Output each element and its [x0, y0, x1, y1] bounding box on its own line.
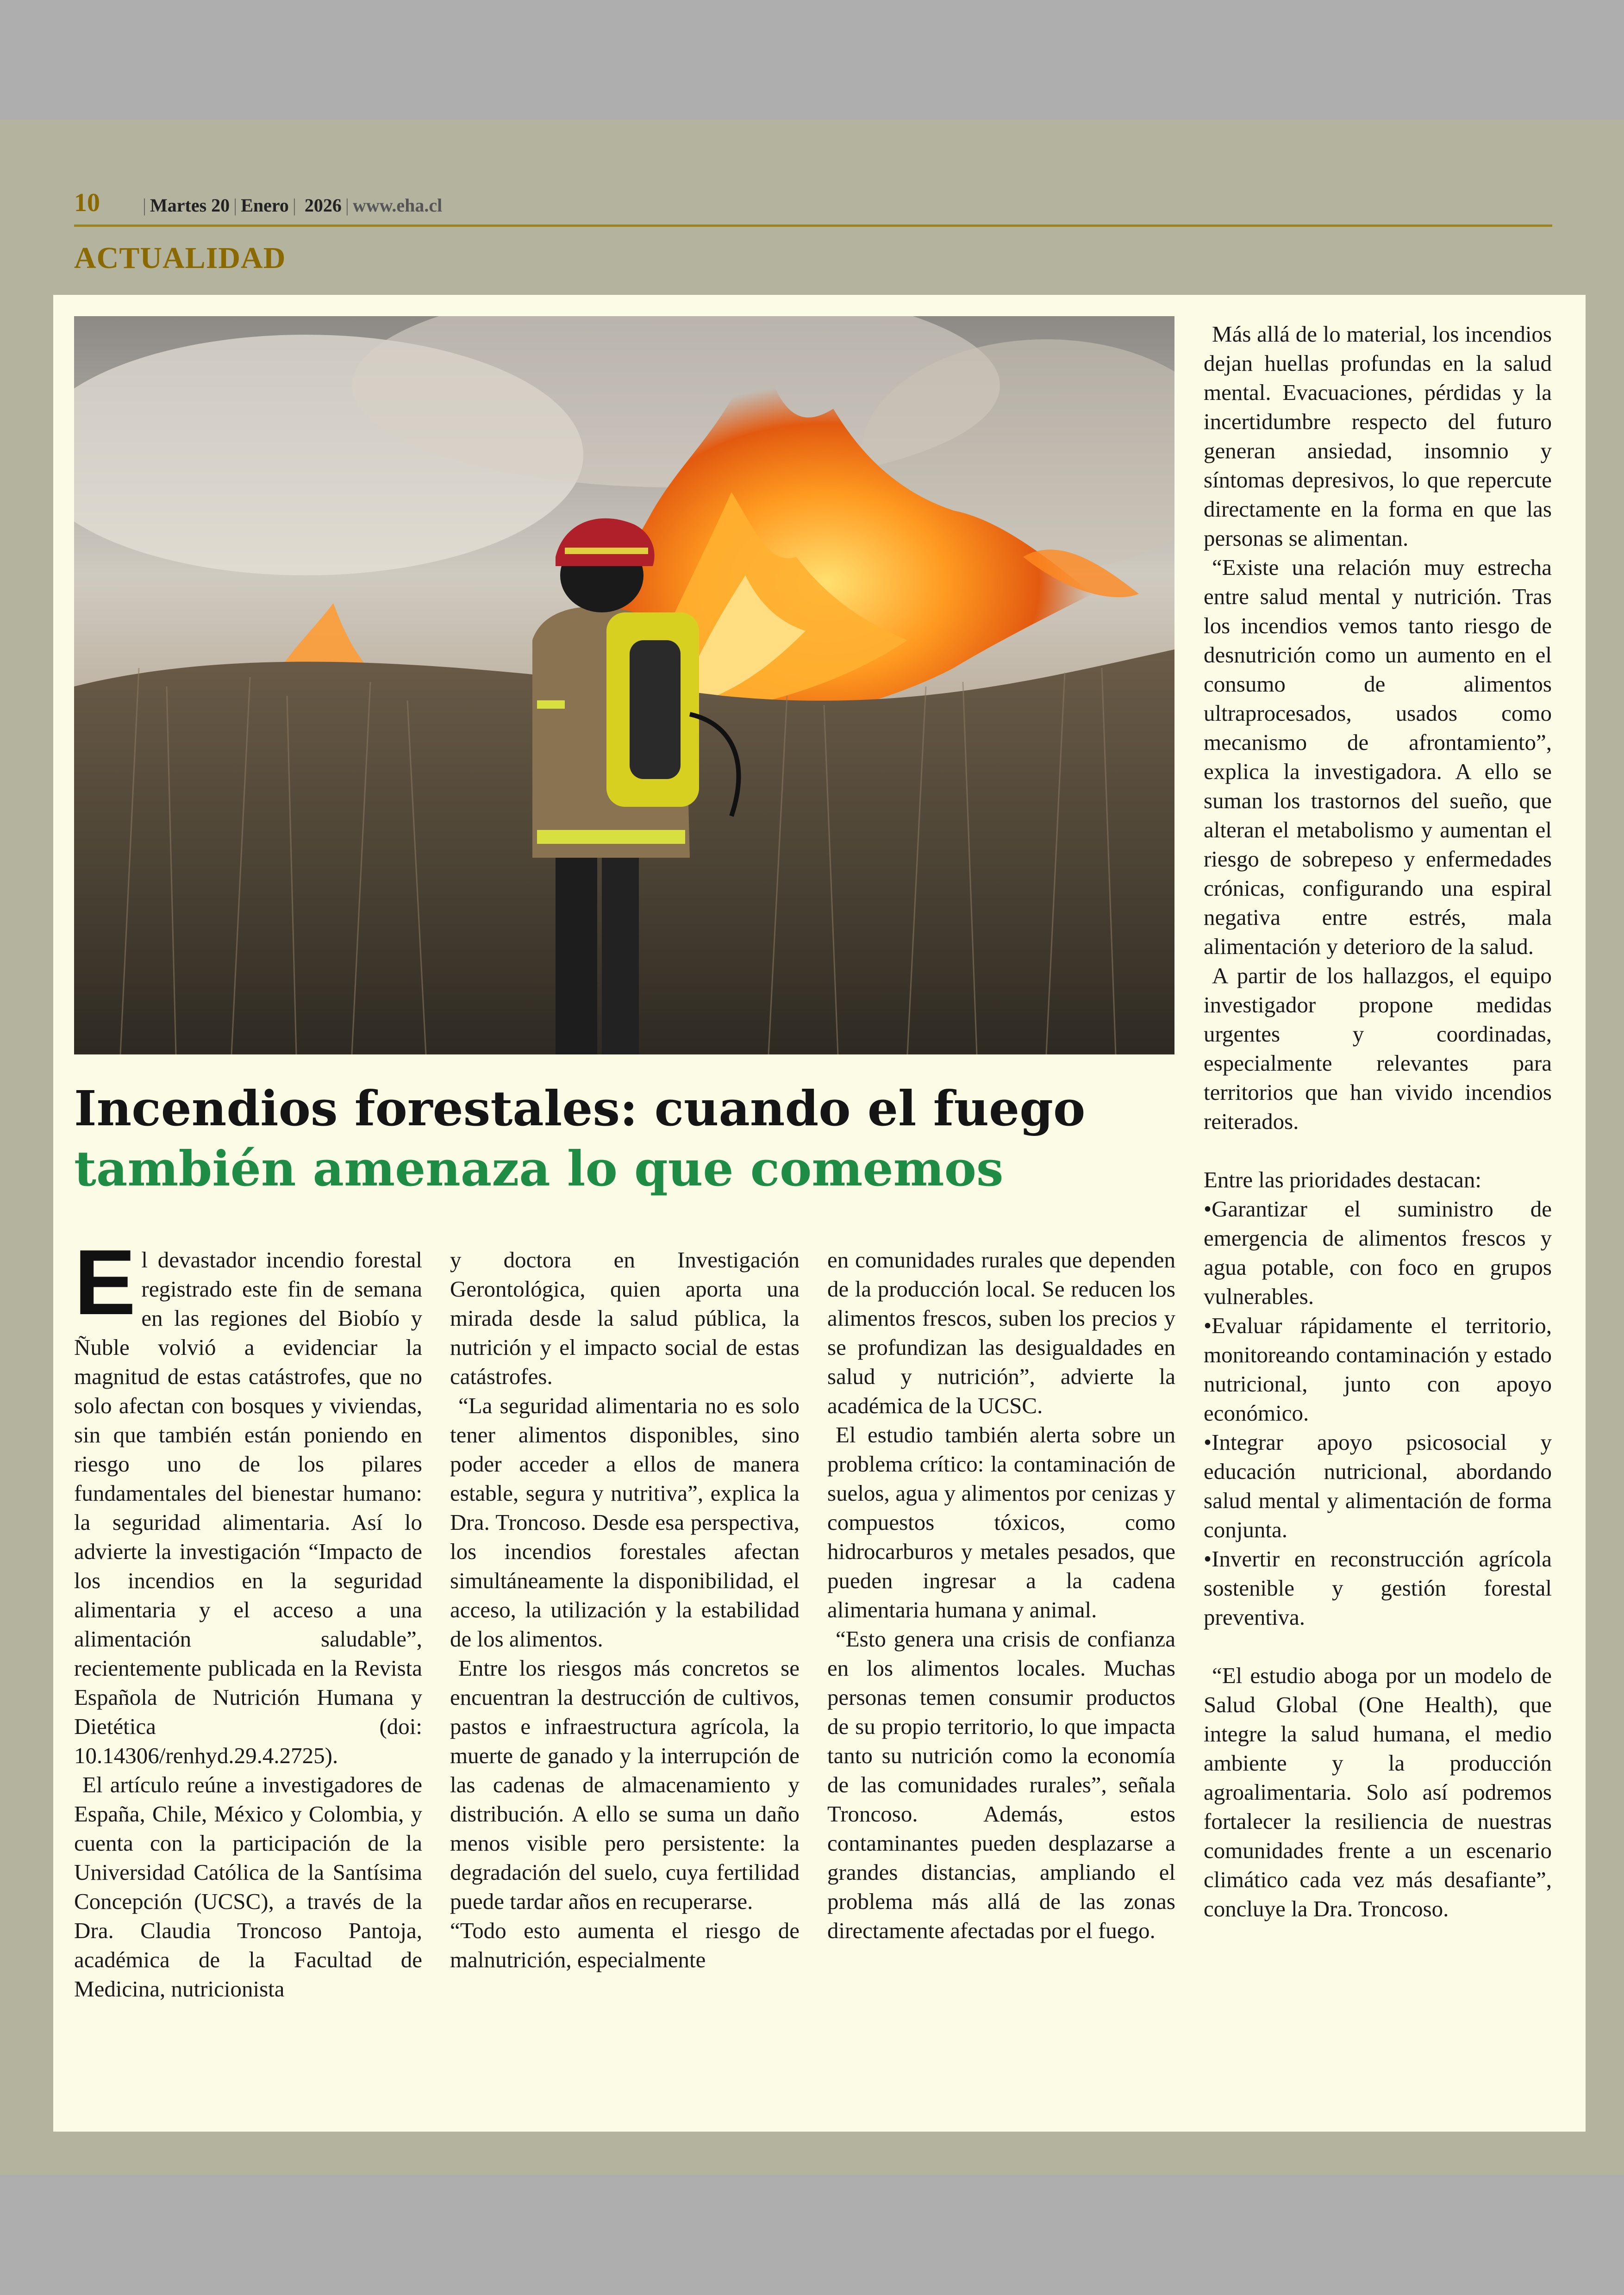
date-year: 2026: [304, 195, 342, 216]
article-column-1: [74, 1231, 422, 2003]
spacer: [1204, 1136, 1552, 1165]
article-column-2: [450, 1245, 800, 1974]
priorities-intro: Entre las prioridades destacan:: [1204, 1167, 1482, 1192]
closing-paragraph: “El estudio aboga por un modelo de Salud Global (One Health), que integre la salud humana, el medio ambiente y la producción agroalimentaria. Solo así podremos fortalecer la resiliencia de nuestras comunidades frente a un escenario climático cada vez más desafiante”, concluye la Dra. Troncoso.: [1204, 1663, 1552, 1921]
dateline: | Martes 20 | Enero | 2026 | www.eha.cl: [143, 195, 443, 216]
priority-item: •Invertir en reconstrucción agrícola sostenible y gestión forestal preventiva.: [1204, 1546, 1552, 1630]
article-column-4: [1204, 319, 1552, 1923]
page-header: [74, 188, 1552, 217]
paragraph: “Existe una relación muy estrecha entre salud mental y nutrición. Tras los incendios vemos tanto riesgo de desnutrición como un aumento en el consumo de alimentos ultraprocesados, usados como mecanismo de afrontamiento”, explica la investigadora. A ello se suman los trastornos del sueño, que alteran el metabolismo y aumentan el riesgo de sobrepeso y enfermedades crónicas, configurando una espiral negativa entre estrés, mala alimentación y deterioro de la salud.: [1204, 555, 1552, 959]
paragraph: El estudio también alerta sobre un problema crítico: la contaminación de suelos, agua y alimentos por cenizas y compuestos tóxicos, como hidrocarburos y metales pesados, que pueden ingresar a la cadena alimentaria humana y animal.: [827, 1422, 1175, 1622]
article-headline: [74, 1079, 1181, 1199]
priority-item: •Integrar apoyo psicosocial y educación nutricional, abordando salud mental y alimentación de forma conjunta.: [1204, 1429, 1552, 1542]
paragraph: “Esto genera una crisis de confianza en los alimentos locales. Muchas personas temen consumir productos de su propio territorio, lo que impacta tanto su nutrición como la economía de las comunidades rurales”, señala Troncoso. Además, estos contaminantes pueden desplazarse a grandes distancias, ampliando el problema más allá de las zonas directamente afectadas por el fuego.: [827, 1626, 1175, 1943]
headline-line-2: también amenaza lo que comemos: [74, 1140, 1004, 1197]
paragraph: A partir de los hallazgos, el equipo investigador propone medidas urgentes y coordinadas, especialmente relevantes para territorios que han vivido incendios reiterados.: [1204, 963, 1552, 1134]
paragraph: “Todo esto aumenta el riesgo de malnutrición, especialmente: [450, 1918, 800, 1972]
firefighter-wildfire-photo: [74, 316, 1174, 1054]
paragraph: y doctora en Investigación Gerontológica, quien aporta una mirada desde la salud pública, la nutrición y el impacto social de estas catástrofes.: [450, 1247, 800, 1389]
paragraph: “La seguridad alimentaria no es solo tener alimentos disponibles, sino poder acceder a ellos de manera estable, segura y nutritiva”, explica la Dra. Troncoso. Desde esa perspectiva, los incendios forestales afectan simultáneamente la disponibilidad, el acceso, la utilización y la estabilidad de los alimentos.: [450, 1393, 800, 1652]
paragraph: [74, 1231, 422, 1770]
website-link[interactable]: www.eha.cl: [352, 195, 443, 216]
header-divider: [74, 225, 1552, 227]
page-number: 10: [74, 188, 100, 217]
priority-item: •Evaluar rápidamente el territorio, monitoreando contaminación y estado nutricional, junto con apoyo económico.: [1204, 1313, 1552, 1426]
headline-line-1: Incendios forestales: cuando el fuego: [74, 1080, 1086, 1137]
section-title: ACTUALIDAD: [74, 241, 286, 275]
date-day: Martes 20: [150, 195, 230, 216]
drop-cap: E: [74, 1231, 136, 1334]
paragraph: Más allá de lo material, los incendios dejan huellas profundas en la salud mental. Evacuaciones, pérdidas y la incertidumbre respecto del futuro generan ansiedad, insomnio y síntomas depresivos, lo que repercute directamente en la forma en que las personas se alimentan.: [1204, 321, 1552, 551]
priority-item: •Garantizar el suministro de emergencia de alimentos frescos y agua potable, con foco en grupos vulnerables.: [1204, 1196, 1552, 1309]
photo-illustration: [74, 316, 1174, 1054]
spacer: [1204, 1632, 1552, 1661]
paragraph: Entre los riesgos más concretos se encuentran la destrucción de cultivos, pastos e infraestructura agrícola, la muerte de ganado y la interrupción de las cadenas de almacenamiento y distribución. A ello se suma un daño menos visible pero persistente: la degradación del suelo, cuya fertilidad puede tardar años en recuperarse.: [450, 1655, 800, 1914]
article-column-3: [827, 1245, 1175, 1945]
date-month: Enero: [241, 195, 289, 216]
paragraph-text: l devastador incendio forestal registrado este fin de semana en las regiones del Biobío y Ñuble volvió a evidenciar la magnitud de estas catástrofes, que no solo afectan con bosques y viviendas, sin que también están poniendo en riesgo uno de los pilares fundamentales del bienestar humano: la seguridad alimentaria. Así lo advierte la investigación “Impacto de los incendios en la seguridad alimentaria y el acceso a una alimentación saludable”, recientemente publicada en la Revista Española de Nutrición Humana y Dietética (doi: 10.14306/renhyd.29.4.2725).: [74, 1247, 422, 1768]
paragraph: El artículo reúne a investigadores de España, Chile, México y Colombia, y cuenta con la participación de la Universidad Católica de la Santísima Concepción (UCSC), a través de la Dra. Claudia Troncoso Pantoja, académica de la Facultad de Medicina, nutricionista: [74, 1772, 422, 2002]
paragraph: en comunidades rurales que dependen de la producción local. Se reducen los alimentos frescos, suben los precios y se profundizan las desigualdades en salud y nutrición”, advierte la académica de la UCSC.: [827, 1247, 1175, 1418]
